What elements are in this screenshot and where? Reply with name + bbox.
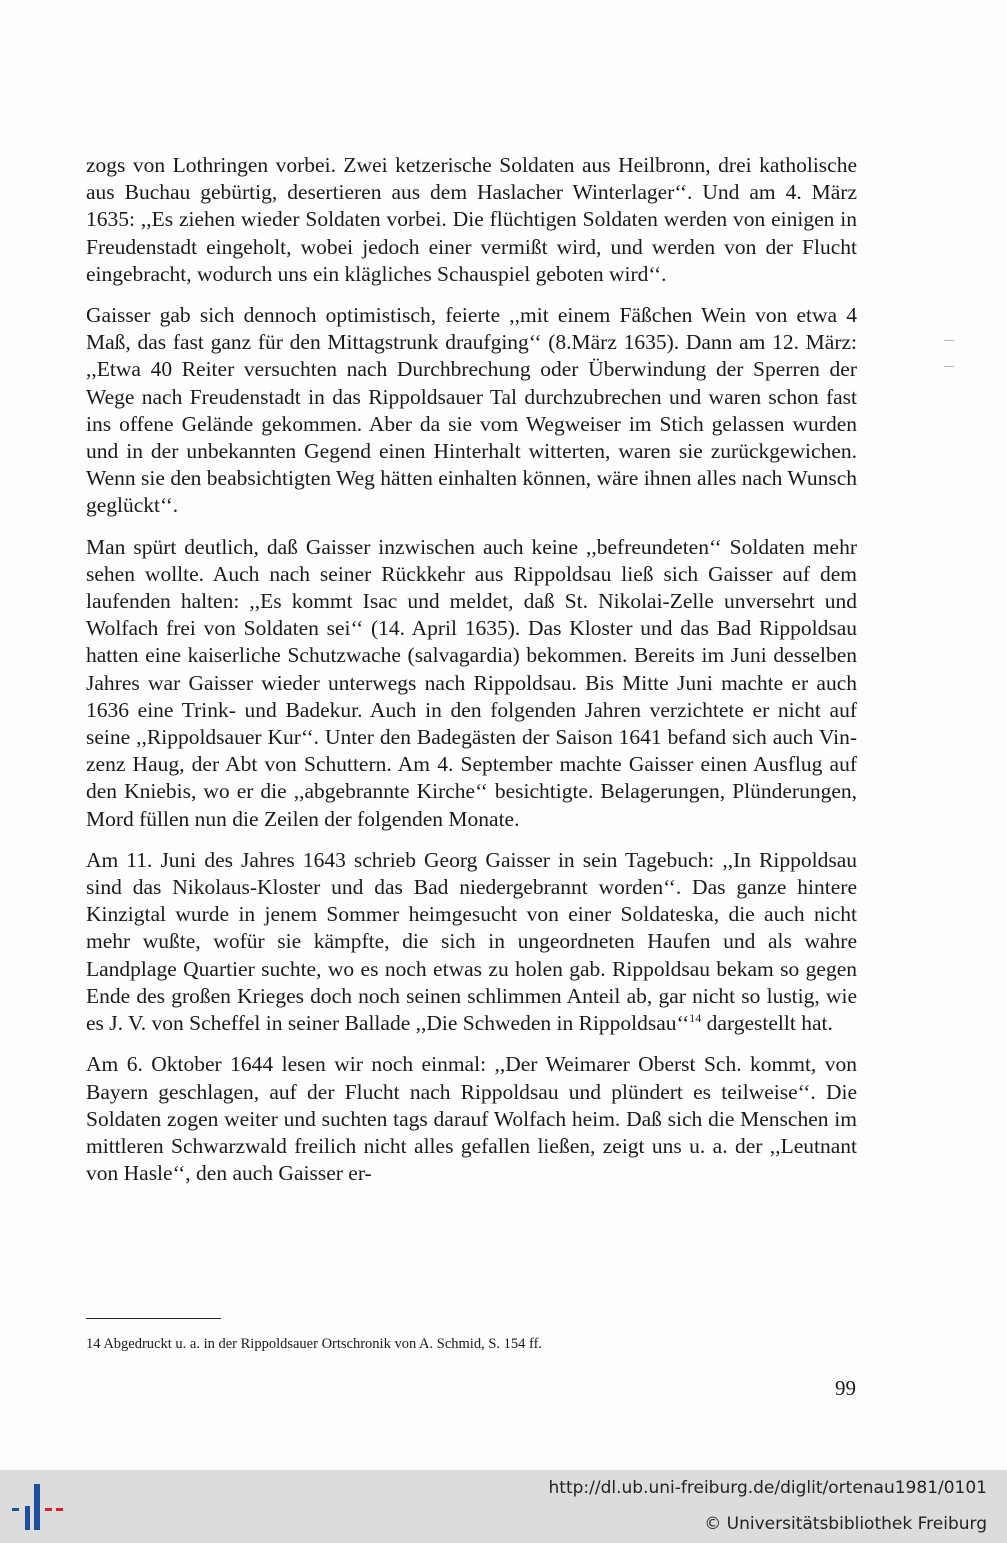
copyright-text: © Universitätsbibliothek Freiburg [704,1514,987,1534]
footnote-divider [86,1318,221,1319]
footnote: 14 Abgedruckt u. a. in der Rippoldsauer Ortschronik von A. Schmid, S. 154 ff. [86,1336,543,1352]
document-url-link[interactable]: http://dl.ub.uni-freiburg.de/diglit/ortenau1981/0101 [548,1478,987,1498]
paragraph-1: zogs von Lothringen vorbei. Zwei ketzerische Soldaten aus Heilbronn, drei katholische aus Buchau gebürtig, desertieren aus dem Haslacher Winterlager‘‘. Und am 4. März 1635: ,,Es ziehen wieder Soldaten vorbei. Die flüchtigen Soldaten werden von einigen in Freudenstadt eingeholt, wobei jedoch einer vermißt wird, und werden von der Flucht eingebracht, wodurch uns ein klägliches Schauspiel geboten wird‘‘. [86,153,857,286]
footer-bar [0,1470,1007,1543]
margin-mark [944,340,954,341]
paragraph-2: Gaisser gab sich dennoch optimistisch, feierte ,,mit einem Fäßchen Wein von etwa 4 Maß, das fast ganz für den Mittagstrunk draufging‘‘ (8.März 1635). Dann am 12. März: ,,Etwa 40 Reiter versuchten nach Durchbrechung oder Überwindung der Sperren der Wege nach Freudenstadt in das Rippoldsauer Tal durchzubrechen und waren schon fast ins offene Gelände gekommen. Aber da sie vom Wegweiser im Stich gelassen wurden und in der unbekannten Gegend einen Hinterhalt witterten, waren sie zurückgewichen. Wenn sie den beabsichtigten Weg hätten einhalten können, wäre ihnen alles nach Wunsch geglückt‘‘. [86,303,857,518]
paragraph-4-tail: dargestellt hat. [701,1011,833,1036]
paragraph-4-text: Am 11. Juni des Jahres 1643 schrieb Georg Gaisser in sein Tagebuch: ,,In Rippoldsau sind das Nikolaus-Kloster und das Bad niedergebrannt worden‘‘. Das ganze hintere Kinzigtal wurde in jenem Sommer heimgesucht von einer Soldateska, die auch nicht mehr wußte, wofür sie kämpfte, die sich in ungeordneten Haufen und als wahre Landplage Quartier suchte, wo es noch etwas zu holen gab. Rippoldsau bekam so gegen Ende des großen Krieges doch noch seinen schlimmen Anteil ab, gar nicht so lustig, wie es J. V. von Scheffel in seiner Ballade ,,Die Schweden in Rippoldsau‘‘ [86,847,857,1036]
paragraph-5: Am 6. Oktober 1644 lesen wir noch einmal: ,,Der Weimarer Oberst Sch. kommt, von Bayern geschlagen, auf der Flucht nach Rippoldsau und plündert es teilweise‘‘. Die Soldaten zogen weiter und suchten tags darauf Wolfach heim. Daß sich die Menschen im mittleren Schwarzwald freilich nicht alles gefallen ließen, zeigt uns u. a. der ,,Leutnant von Hasle‘‘, den auch Gaisser er- [86,1052,857,1186]
body-text [86,152,857,1201]
margin-mark [944,366,954,367]
paragraph-4 [86,847,857,1037]
page-number: 99 [835,1376,856,1400]
footnote-marker: 14 [689,1011,702,1026]
paragraph-3: Man spürt deutlich, daß Gaisser inzwischen auch keine ,,befreundeten‘‘ Soldaten mehr sehen wollte. Auch nach seiner Rückkehr aus Rippoldsau ließ sich Gaisser auf dem laufenden halten: ,,Es kommt Isac und meldet, daß St. Nikolai-Zelle unversehrt und Wolfach frei von Soldaten sei‘‘ (14. April 1635). Das Kloster und das Bad Rippoldsau hatten eine kaiserliche Schutzwache (salvagardia) bekommen. Bereits im Juni desselben Jahres war Gaisser wieder unterwegs nach Rippoldsau. Bis Mitte Juni machte er auch 1636 eine Trink- und Badekur. Auch in den folgenden Jahren verzichtete er nicht auf seine ,,Rippoldsauer Kur‘‘. Unter den Badegästen der Saison 1641 befand sich auch Vinzenz Haug, der Abt von Schuttern. Am 4. September machte Gaisser einen Ausflug auf den Kniebis, wo er die ,,abgebrannte Kirche‘‘ besichtigte. Belagerungen, Plünderungen, Mord füllen nun die Zeilen der folgenden Monate. [86,534,857,831]
ub-freiburg-logo-icon[interactable] [8,1480,64,1534]
